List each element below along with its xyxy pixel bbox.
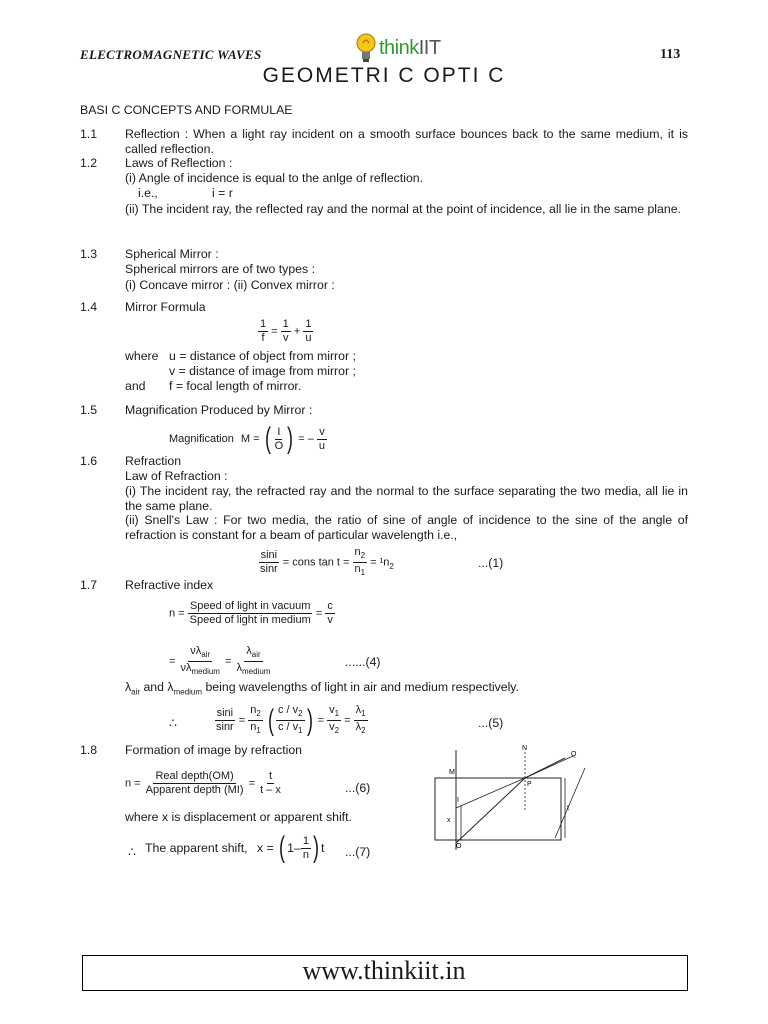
refraction-law-1: (i) The incident ray, the refracted ray and the normal to the surface separating the two media, all lie in the same plane. [125, 484, 688, 513]
label-o: O [456, 843, 462, 850]
laws-heading: Laws of Reflection : [125, 156, 233, 170]
section-heading: BASI C CONCEPTS AND FORMULAE [80, 103, 293, 117]
item-number: 1.6 [80, 454, 98, 468]
label-p: P [527, 781, 532, 788]
label-m: M [449, 769, 455, 776]
equation-number: ......(4) [345, 655, 381, 669]
apparent-shift-formula: The apparent shift, x = ( 1– $\frac{1}{n}$ ) t [145, 831, 325, 864]
item-number: 1.4 [80, 300, 98, 314]
refraction-diagram [425, 738, 600, 853]
u-definition: u = distance of object from mirror ; [169, 349, 356, 363]
equation-number: ...(1) [478, 556, 504, 570]
label-q: Q [571, 751, 577, 758]
item-number: 1.3 [80, 247, 98, 261]
mirror-formula: $\frac{1}{f}$ = $\frac{1}{v}$ + $\frac{1}{u}$ [260, 318, 312, 344]
therefore-symbol: ∴ [169, 716, 177, 730]
snells-formula: $\frac{\sin i}{\sin r}$ = cons tan t = $\frac{n_2}{n_1}$ = $^1n_2$ [260, 546, 394, 578]
law-equation: i = r [212, 186, 233, 200]
image-refraction-heading: Formation of image by refraction [125, 743, 303, 757]
page-title: GEOMETRI C OPTI C [262, 64, 506, 87]
item-number: 1.8 [80, 743, 98, 757]
refractive-index-formula: n = $\frac{\text{Speed of light in vacuum}}{\text{Speed of light in medium}}$ = $\frac{c}{v}$ [169, 600, 333, 626]
logo-prefix: think [379, 36, 419, 59]
therefore-symbol: ∴ [128, 845, 136, 859]
item-number: 1.5 [80, 403, 98, 417]
ratio-formula: $\frac{\sin i}{\sin r}$ = $\frac{n_2}{n_1}$ ( $\frac{c / v_2}{c / v_1}$ ) = $\frac{v_1}{v_2}$ = $\frac{\lambda_1}{\lambda_2}$ [216, 703, 366, 737]
mirror-formula-heading: Mirror Formula [125, 300, 206, 314]
page-number: 113 [660, 47, 681, 62]
magnification-heading: Magnification Produced by Mirror : [125, 403, 313, 417]
where-label: where [125, 349, 159, 363]
magnification-formula: Magnification M = ( $\frac{I}{O}$ ) = – $\frac{v}{u}$ [169, 422, 326, 455]
lightbulb-icon [355, 31, 377, 65]
footer-url[interactable]: www.thinkiit.in [302, 956, 466, 985]
label-t: t [567, 805, 569, 812]
v-definition: v = distance of image from mirror ; [169, 364, 356, 378]
reflection-definition: Reflection : When a light ray incident on a smooth surface bounces back to the same medium, it is called reflection. [125, 127, 688, 156]
wavelength-description: $\lambda_{air}$ and $\lambda_{medium}$ being wavelengths of light in air and medium respectively. [125, 680, 519, 697]
logo-suffix: IIT [418, 36, 441, 59]
law-of-refraction-heading: Law of Refraction : [125, 469, 228, 483]
thinkiit-logo [355, 28, 441, 68]
equation-number: ...(7) [345, 845, 371, 859]
and-label: and [125, 379, 146, 393]
label-n: N [522, 745, 528, 752]
extended-ray [525, 756, 573, 778]
item-number: 1.7 [80, 578, 98, 592]
label-i: I [457, 797, 459, 804]
spherical-heading: Spherical Mirror : [125, 247, 219, 261]
f-definition: f = focal length of mirror. [169, 379, 302, 393]
law-2: (ii) The incident ray, the reflected ray and the normal at the point of incidence, all lie in the same plane. [125, 202, 681, 216]
depth-formula: n = $\frac{\text{Real depth(OM)}}{\text{Apparent depth (MI)}}$ = $\frac{t}{t - x}$ [125, 770, 281, 796]
equation-number: ...(5) [478, 716, 504, 730]
label-x: x [447, 817, 451, 824]
glass-slab [435, 778, 561, 840]
wavelength-formula: = $\frac{\nu\lambda_{air}}{\nu\lambda_{medium}}$ = $\frac{\lambda_{air}}{\lambda_{medium}}$ [169, 645, 271, 677]
spherical-line-2: (i) Concave mirror : (ii) Convex mirror : [125, 278, 335, 292]
incident-ray [456, 778, 525, 843]
law-1: (i) Angle of incidence is equal to the anlge of reflection. [125, 171, 424, 185]
ie-label: i.e., [138, 186, 158, 200]
item-number: 1.2 [80, 156, 98, 170]
item-number: 1.1 [80, 127, 98, 141]
equation-number: ...(6) [345, 781, 371, 795]
refractive-index-heading: Refractive index [125, 578, 214, 592]
refraction-heading: Refraction [125, 454, 182, 468]
header-section-title: ELECTROMAGNETIC WAVES [80, 47, 262, 62]
virtual-ray [456, 778, 525, 808]
spherical-line-1: Spherical mirrors are of two types : [125, 262, 315, 276]
displacement-note: where x is displacement or apparent shift. [125, 810, 352, 824]
snells-law: (ii) Snell's Law : For two media, the ratio of sine of angle of incidence to the sine of the angle of refraction is constant for a beam of particular wavelength i.e., [125, 513, 688, 542]
